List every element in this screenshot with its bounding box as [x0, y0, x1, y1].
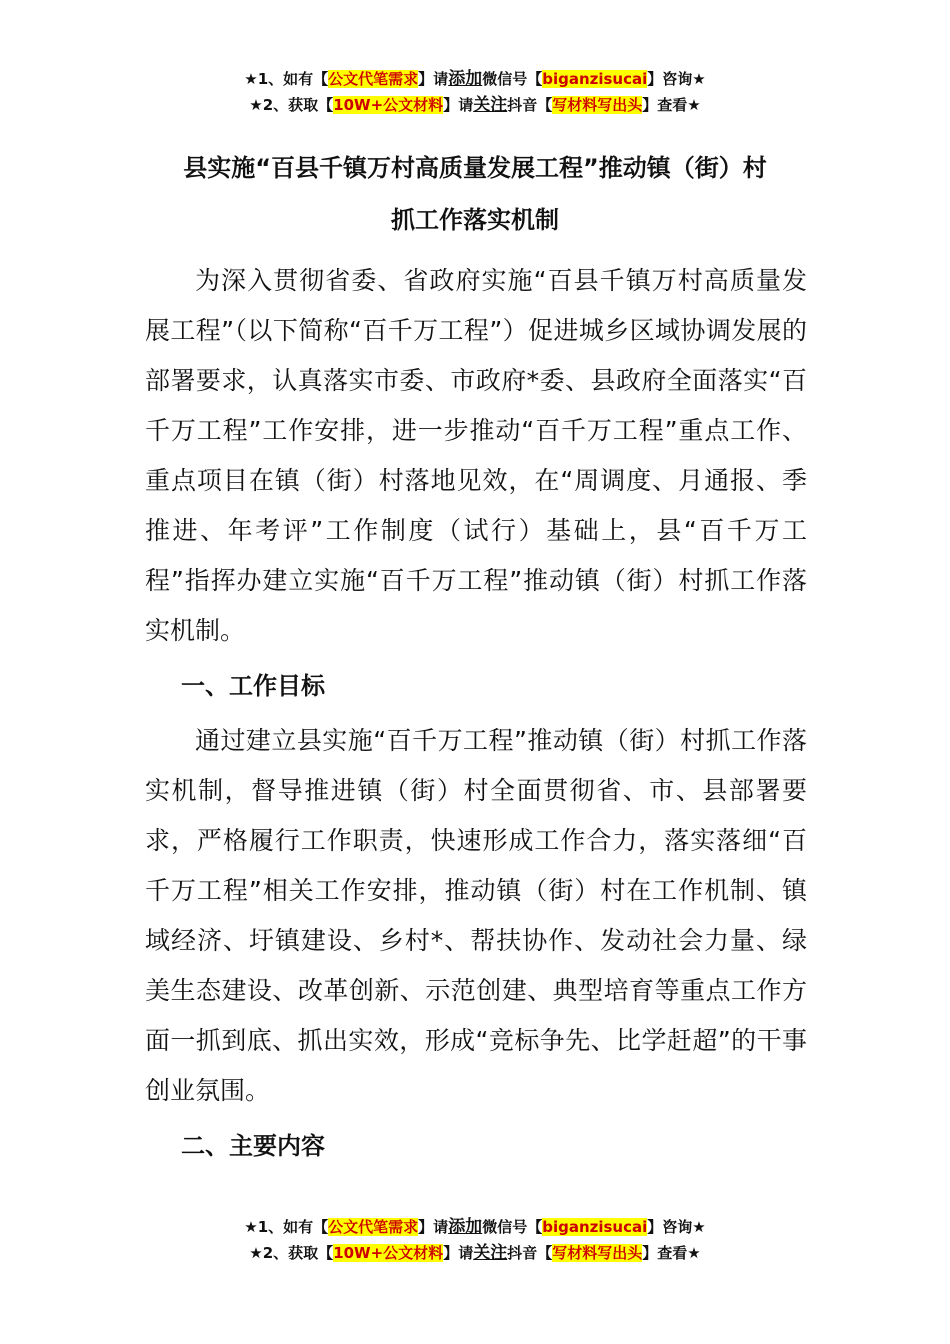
section-heading-2: 二、主要内容	[181, 1132, 325, 1160]
promo-text: 微信号【	[482, 1218, 543, 1236]
star-icon: ★	[244, 70, 258, 88]
section-paragraph-1: 通过建立县实施“百千万工程”推动镇（街）村抓工作落实机制，督导推进镇（街）村全面贯彻省、市、县部署要求，严格履行工作职责，快速形成工作合力，落实落细“百千万工程”相关工作安排，推动镇（街）村在工作机制、镇域经济、圩镇建设、乡村*、帮扶协作、发动社会力量、绿美生态建设、改革创新、示范创建、典型培育等重点工作方面一抓到底、抓出实效，形成“竞标争先、比学赶超”的干事创业氛围。	[145, 726, 807, 1105]
emphasis-follow: 关注	[473, 95, 508, 115]
emphasis-follow: 关注	[473, 1243, 508, 1263]
promo-text: 】查看	[642, 1244, 688, 1262]
promo-banner-bottom	[0, 1214, 950, 1266]
promo-line-1	[0, 66, 950, 92]
highlight-materials: 10W+公文材料	[333, 1244, 444, 1262]
promo-text: 】查看	[642, 96, 688, 114]
star-icon: ★	[249, 96, 263, 114]
highlight-account: 写材料写出头	[552, 1244, 643, 1262]
title-line-2: 抓工作落实机制	[391, 206, 559, 234]
highlight-service: 公文代笔需求	[328, 1218, 419, 1236]
promo-text: 1、如有【	[257, 70, 329, 88]
star-icon: ★	[687, 1244, 701, 1262]
highlight-service: 公文代笔需求	[328, 70, 419, 88]
promo-text: 】请	[418, 70, 449, 88]
promo-text: 2、获取【	[262, 96, 334, 114]
promo-line-2	[0, 92, 950, 118]
promo-text: 1、如有【	[257, 1218, 329, 1236]
section-heading-1: 一、工作目标	[181, 672, 325, 700]
title-line-1: 县实施“百县千镇万村高质量发展工程”推动镇（街）村	[183, 154, 767, 182]
promo-text: 抖音【	[507, 1244, 553, 1262]
promo-text: 】咨询	[647, 1218, 693, 1236]
emphasis-add: 添加	[448, 1217, 483, 1237]
promo-text: 抖音【	[507, 96, 553, 114]
promo-banner-top	[0, 66, 950, 118]
promo-text: 微信号【	[482, 70, 543, 88]
document-title	[145, 142, 805, 246]
star-icon: ★	[249, 1244, 263, 1262]
highlight-wechat-id: biganzisucai	[542, 1218, 648, 1236]
star-icon: ★	[244, 1218, 258, 1236]
star-icon: ★	[687, 96, 701, 114]
promo-text: 】咨询	[647, 70, 693, 88]
intro-paragraph: 为深入贯彻省委、省政府实施“百县千镇万村高质量发展工程”（以下简称“百千万工程”）促进城乡区域协调发展的部署要求，认真落实市委、市政府*委、县政府全面落实“百千万工程”工作安排，进一步推动“百千万工程”重点工作、重点项目在镇（街）村落地见效，在“周调度、月通报、季推进、年考评”工作制度（试行）基础上，县“百千万工程”指挥办建立实施“百千万工程”推动镇（街）村抓工作落实机制。	[145, 266, 807, 645]
highlight-materials: 10W+公文材料	[333, 96, 444, 114]
emphasis-add: 添加	[448, 69, 483, 89]
promo-text: 2、获取【	[262, 1244, 334, 1262]
star-icon: ★	[692, 1218, 706, 1236]
promo-text: 】请	[443, 96, 474, 114]
document-body	[145, 256, 807, 1176]
promo-line-2	[0, 1240, 950, 1266]
promo-line-1	[0, 1214, 950, 1240]
promo-text: 】请	[418, 1218, 449, 1236]
promo-text: 】请	[443, 1244, 474, 1262]
highlight-wechat-id: biganzisucai	[542, 70, 648, 88]
highlight-account: 写材料写出头	[552, 96, 643, 114]
star-icon: ★	[692, 70, 706, 88]
